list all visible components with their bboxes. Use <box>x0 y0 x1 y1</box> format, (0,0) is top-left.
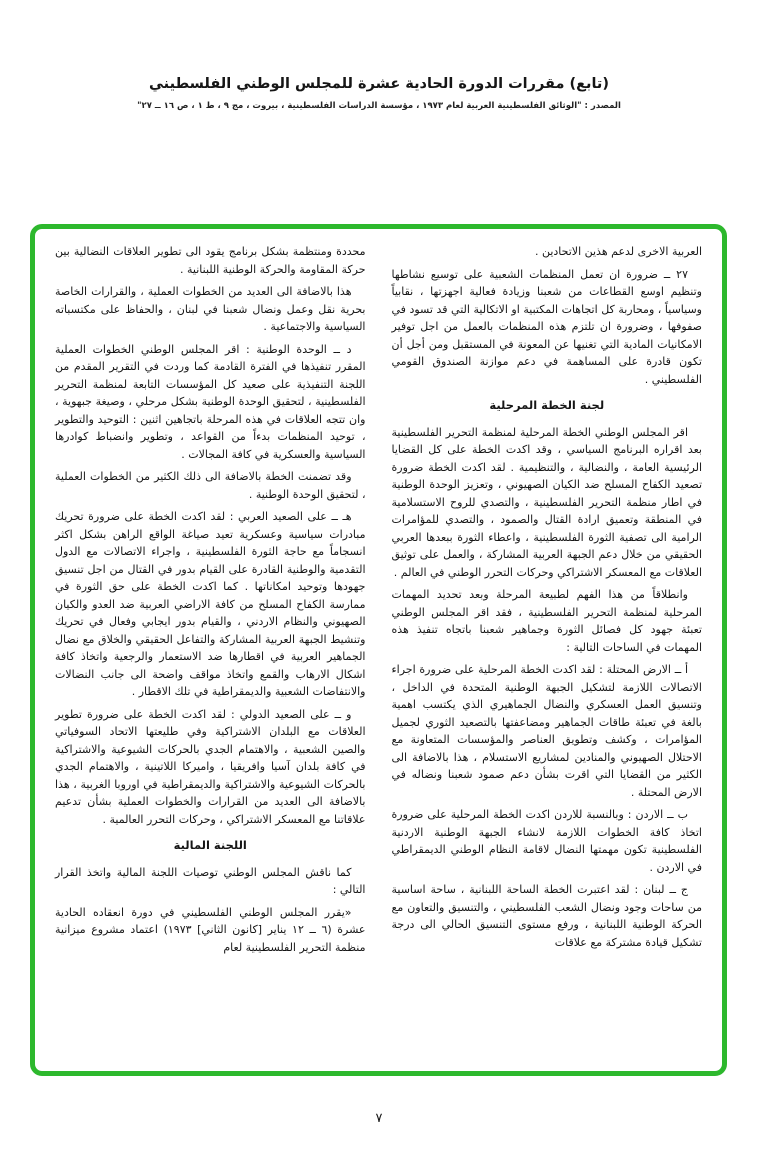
content-frame <box>30 224 727 1076</box>
document-header <box>0 76 758 111</box>
paragraph: وقد تضمنت الخطة بالاضافة الى ذلك الكثير من الخطوات العملية ، لتحقيق الوحدة الوطنية . <box>55 470 366 501</box>
paragraph: كما ناقش المجلس الوطني توصيات اللجنة المالية واتخذ القرار التالي : <box>55 865 366 896</box>
source-line: المصدر : "الوثائق الفلسطينية العربية لعام ١٩٧٣ ، مؤسسة الدراسات الفلسطينية ، بيروت ، مج ٩ ، ط ١ ، ص ١٦ ــ ٢٧" <box>137 101 621 111</box>
paragraph: ج ــ لبنان : لقد اعتبرت الخطة الساحة اللبنانية ، ساحة اساسية من ساحات وجود ونضال الشعب الفلسطيني ، والتنسيق والتعاون مع الحركة الوطنية اللبنانية ، ورفع مستوى التنسيق الحالي الى درجة تشكيل قيادة مشتركة مع علاقات <box>391 883 702 949</box>
paragraph: د ــ الوحدة الوطنية : اقر المجلس الوطني الخطوات العملية المقرر تنفيذها في الفترة القادمة كما وردت في التقرير المقدم من اللجنة التنفيذية على صعيد كل المؤسسات التابعة لمنظمة التحرير الفلسطينية ، لتحقيق الوحدة الوطنية بشكل مرحلي ، وصيغة جبهوية ، وان تتجه العلاقات في هذه المرحلة باتجاهين اثنين : التوحيد والتطوير ، توحيد المنظمات بدءاً من القواعد ، وتطوير وانضباط كوادرها السياسية والعسكرية في كافة المجالات . <box>55 342 366 461</box>
section-heading: لجنة الخطة المرحلية <box>489 398 605 412</box>
paragraph: هذا بالاضافة الى العديد من الخطوات العملية ، والقرارات الخاصة بحرية نقل وعمل ونضال شعبنا في لبنان ، والحفاظ على مكتسباته السياسية والاجتماعية . <box>55 285 366 333</box>
page-number: ٧ <box>375 1111 383 1126</box>
left-column <box>55 243 366 1057</box>
paragraph: ب ــ الاردن : وبالنسبة للاردن اكدت الخطة المرحلية على ضرورة اتخاذ كافة الخطوات اللازمة لانشاء الجبهة الوطنية الاردنية الفلسطينية تكون مهمتها النضال لاقامة النظام الوطني الديمقراطي في الاردن . <box>391 808 702 874</box>
paragraph: العربية الاخرى لدعم هذين الاتحادين . <box>534 245 702 258</box>
paragraph: ٢٧ ــ ضرورة ان تعمل المنظمات الشعبية على توسيع نشاطها وتنظيم اوسع القطاعات من شعبنا وزيادة فعالية اجهزتها ، نقابياً وسياسياً ، ومحاربة كل اتجاهات المكتبية او الاتكالية التي قد تسود في صفوفها ، وضرورة ان تلتزم هذه المنظمات بالعمل من اجل توفير الامكانيات المادية التي تغنيها عن المعونة في المستقبل ومن أجل أن تكون قادرة على المساهمة في دعم موازنة الصندوق القومي الفلسطيني . <box>391 267 702 386</box>
paragraph: أ ــ الارض المحتلة : لقد اكدت الخطة المرحلية على ضرورة اجراء الاتصالات اللازمة لتشكيل الجبهة الوطنية المتحدة في الداخل ، وتنسيق العمل العسكري والنضال الجماهيري الذي يكتسب اهمية بالغة في تعبئة طاقات الجماهير ومضاعفتها بالتصعيد الثوري لجميل المؤامرات ، وكشف وتطويق العناصر والمؤسسات المتعاونة مع الاحتلال الصهيوني والمنادين لمشاريع الاستسلام ، هذا بالاضافة الى الكثير من القضايا التي اقرت بشأن دعم صمود شعبنا ونضاله في الارض المحتلة . <box>391 663 702 799</box>
text-columns <box>55 243 702 1057</box>
paragraph: و ــ على الصعيد الدولي : لقد اكدت الخطة على ضرورة تطوير العلاقات مع البلدان الاشتراكية وفي طليعتها الاتحاد السوفياتي والصين الشعبية ، والاهتمام الجدي بالحركات الشيوعية والاشتراكية في كافة بلدان آسيا وافريقيا ، واميركا اللاتينية ، والاهتمام الجدي بالحركات الشيوعية والاشتراكية والديمقراطية في اوروبا الغربية ، هذا بالاضافة الى العديد من القرارات والخطوات العملية بشأن تدعيم علاقاتنا مع المعسكر الاشتراكي ، وحركات التحرر العالمية . <box>55 707 366 826</box>
section-heading: اللجنة المالية <box>173 838 247 852</box>
paragraph: محددة ومنتظمة بشكل برنامج يقود الى تطوير العلاقات النضالية بين حركة المقاومة والحركة الوطنية اللبنانية . <box>55 245 366 276</box>
paragraph: هـ ــ على الصعيد العربي : لقد اكدت الخطة على ضرورة تحريك مبادرات سياسية وعسكرية تعيد صياغة الواقع الراهن بشكل اكثر انسجاماً مع حاجة الثورة الفلسطينية ، واجراء الاتصالات مع الدول التقدمية والوطنية القادرة على القيام بدور في القتال من اجل تنسيق جهودها وتوحيد امكاناتها . كما اكدت الخطة على حق الثورة في ممارسة الكفاح المسلح من كافة الاراضي العربية ضد العدو والكيان الصهيوني والنظام الاردني ، والقيام بدور ايجابي وفعال في تحريك وتنشيط الجبهة العربية المشاركة والتفاعل الحقيقي والخلاق مع نضال الجماهير العربية في اقطارها ضد الاستعمار والرجعية واتخاذ كافة اشكال الارهاب والقمع واتخاذ مواقف واضحة الى جانب النضالات والانتفاضات الشعبية والديمقراطية في تلك الاقطار . <box>55 510 366 698</box>
paragraph: وانطلاقاً من هذا الفهم لطبيعة المرحلة وبعد تحديد المهمات المرحلية لمنظمة التحرير الفلسطينية ، فقد اقر المجلس الوطني تعبئة جهود كل فصائل الثورة وجماهير شعبنا باتجاه تنفيذ هذه المهمات في الساحات التالية : <box>391 588 702 654</box>
page-title: (تابع) مقررات الدورة الحادية عشرة للمجلس الوطني الفلسطيني <box>149 76 609 92</box>
paragraph: اقر المجلس الوطني الخطة المرحلية لمنظمة التحرير الفلسطينية بعد اقراره البرنامج السياسي ، وقد اكدت الخطة على كل القضايا الرئيسية العامة ، والنضالية ، والتنظيمية . لقد اكدت الخطة ضرورة تصعيد الكفاح المسلح ضد الكيان الصهيوني ، وتعزيز الوحدة الوطنية في اطار منظمة التحرير الفلسطينية ، والتصدي للروح الاستسلامية في المنطقة وتعميق ارادة القتال والصمود ، والتصدي للمؤامرات الرامية الى تصفية الثورة الفلسطينية ، واعطاء الثورة ببعدها العربي الحقيقي من خلال دعم الجبهة العربية المشاركة ، والعمل على توثيق العلاقات مع المعسكر الاشتراكي وحركات التحرر الوطني في العالم . <box>391 425 702 579</box>
right-column <box>392 243 703 1057</box>
paragraph: «يقرر المجلس الوطني الفلسطيني في دورة انعقاده الحادية عشرة (٦ ــ ١٢ يناير [كانون الثاني] ١٩٧٣) اعتماد مشروع ميزانية منظمة التحرير الفلسطينية لعام <box>55 905 366 954</box>
